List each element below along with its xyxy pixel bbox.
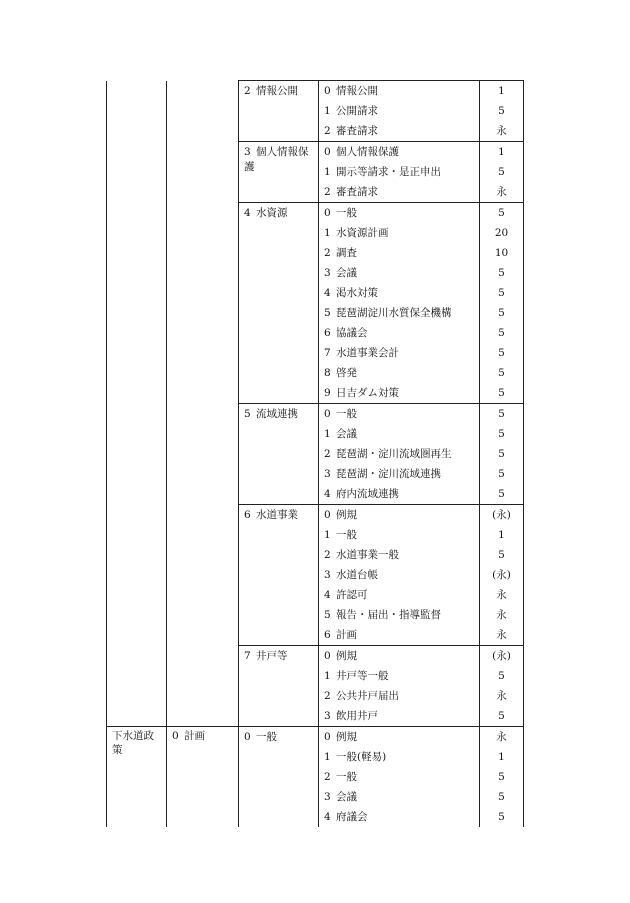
item-code: 1 bbox=[324, 166, 331, 178]
retention-cell: 1 bbox=[480, 525, 524, 545]
retention-cell: 5 bbox=[480, 323, 524, 343]
item-cell bbox=[319, 203, 480, 224]
category-cell-text: 水道事業 bbox=[256, 509, 298, 521]
item-code: 0 bbox=[324, 509, 331, 521]
item-name: 一般 bbox=[336, 207, 357, 219]
item-code: 4 bbox=[324, 287, 331, 299]
item-name: 公共井戸届出 bbox=[336, 690, 399, 702]
item-name: 例規 bbox=[336, 650, 357, 662]
item-code: 8 bbox=[324, 367, 331, 379]
item-cell bbox=[319, 565, 480, 585]
item-code: 2 bbox=[324, 771, 331, 783]
category-cell-code: 4 bbox=[244, 207, 251, 219]
item-code: 1 bbox=[324, 428, 331, 440]
item-code: 1 bbox=[324, 751, 331, 763]
item-code: 3 bbox=[324, 468, 331, 480]
item-code: 0 bbox=[324, 146, 331, 158]
item-cell bbox=[319, 505, 480, 526]
item-name: 情報公開 bbox=[336, 85, 378, 97]
category-cell bbox=[239, 404, 319, 505]
category-cell-text: 個人情報保護 bbox=[244, 146, 309, 173]
item-cell bbox=[319, 605, 480, 625]
item-name: 一般 bbox=[336, 771, 357, 783]
category-cell bbox=[239, 81, 319, 142]
table-row bbox=[107, 727, 524, 748]
category-cell-code: 3 bbox=[244, 146, 251, 158]
item-cell bbox=[319, 686, 480, 706]
item-name: 協議会 bbox=[336, 327, 368, 339]
retention-cell: 5 bbox=[480, 101, 524, 121]
retention-cell: 永 bbox=[480, 727, 524, 748]
item-code: 4 bbox=[324, 488, 331, 500]
item-name: 啓発 bbox=[336, 367, 357, 379]
subsection-cell bbox=[167, 81, 239, 727]
table-row bbox=[107, 81, 524, 102]
item-name: 水道事業会計 bbox=[336, 347, 399, 359]
retention-cell: 5 bbox=[480, 464, 524, 484]
retention-cell: 永 bbox=[480, 121, 524, 142]
category-cell-text: 井戸等 bbox=[256, 650, 288, 662]
item-code: 2 bbox=[324, 690, 331, 702]
item-name: 府内流域連携 bbox=[336, 488, 399, 500]
item-name: 個人情報保護 bbox=[336, 146, 399, 158]
item-cell bbox=[319, 142, 480, 163]
category-cell bbox=[239, 142, 319, 203]
item-name: 渇水対策 bbox=[336, 287, 378, 299]
item-name: 琵琶湖・淀川流域連携 bbox=[336, 468, 441, 480]
retention-cell: 5 bbox=[480, 787, 524, 807]
item-cell bbox=[319, 464, 480, 484]
item-name: 琵琶湖・淀川流域圏再生 bbox=[336, 448, 452, 460]
item-code: 4 bbox=[324, 589, 331, 601]
item-name: 審査請求 bbox=[336, 125, 378, 137]
item-cell bbox=[319, 484, 480, 505]
item-code: 7 bbox=[324, 347, 331, 359]
item-cell bbox=[319, 81, 480, 102]
retention-cell: 5 bbox=[480, 545, 524, 565]
item-code: 3 bbox=[324, 569, 331, 581]
item-name: 例規 bbox=[336, 731, 357, 743]
item-cell bbox=[319, 646, 480, 667]
item-cell bbox=[319, 101, 480, 121]
item-name: 井戸等一般 bbox=[336, 670, 389, 682]
item-cell bbox=[319, 303, 480, 323]
item-name: 会議 bbox=[336, 428, 357, 440]
item-name: 一般 bbox=[336, 529, 357, 541]
retention-cell: 5 bbox=[480, 263, 524, 283]
retention-cell: 5 bbox=[480, 484, 524, 505]
retention-schedule-table bbox=[106, 80, 524, 827]
category-cell bbox=[239, 505, 319, 646]
category-cell-code: 5 bbox=[244, 408, 251, 420]
retention-cell: 5 bbox=[480, 162, 524, 182]
item-code: 5 bbox=[324, 609, 331, 621]
category-cell-text: 一般 bbox=[256, 731, 277, 743]
item-name: 許認可 bbox=[336, 589, 368, 601]
item-cell bbox=[319, 807, 480, 827]
retention-cell: 5 bbox=[480, 424, 524, 444]
retention-cell: 永 bbox=[480, 182, 524, 203]
item-name: 会議 bbox=[336, 791, 357, 803]
item-cell bbox=[319, 424, 480, 444]
item-name: 例規 bbox=[336, 509, 357, 521]
retention-cell: 永 bbox=[480, 625, 524, 646]
retention-cell: 5 bbox=[480, 343, 524, 363]
retention-cell: 5 bbox=[480, 666, 524, 686]
item-cell bbox=[319, 121, 480, 142]
item-cell bbox=[319, 706, 480, 727]
retention-cell: (永) bbox=[480, 565, 524, 585]
item-name: 飲用井戸 bbox=[336, 710, 378, 722]
category-cell bbox=[239, 646, 319, 727]
item-code: 1 bbox=[324, 529, 331, 541]
item-name: 会議 bbox=[336, 267, 357, 279]
item-code: 1 bbox=[324, 227, 331, 239]
section-cell bbox=[107, 81, 167, 727]
item-code: 0 bbox=[324, 731, 331, 743]
item-name: 開示等請求・是正申出 bbox=[336, 166, 441, 178]
category-cell bbox=[239, 727, 319, 828]
item-code: 2 bbox=[324, 125, 331, 137]
item-name: 一般 bbox=[336, 408, 357, 420]
subsection-cell-code: 0 bbox=[172, 730, 179, 742]
item-cell bbox=[319, 666, 480, 686]
category-cell-code: 0 bbox=[244, 731, 251, 743]
category-cell-text: 情報公開 bbox=[256, 85, 298, 97]
item-name: 水道事業一般 bbox=[336, 549, 399, 561]
retention-cell: 5 bbox=[480, 706, 524, 727]
category-cell-code: 2 bbox=[244, 85, 251, 97]
item-code: 0 bbox=[324, 85, 331, 97]
retention-cell: 5 bbox=[480, 283, 524, 303]
item-name: 水資源計画 bbox=[336, 227, 389, 239]
item-cell bbox=[319, 727, 480, 748]
retention-cell: 5 bbox=[480, 203, 524, 224]
item-name: 一般(軽易) bbox=[336, 751, 387, 763]
item-cell bbox=[319, 404, 480, 425]
item-name: 計画 bbox=[336, 629, 357, 641]
item-code: 6 bbox=[324, 629, 331, 641]
category-cell-code: 6 bbox=[244, 509, 251, 521]
category-cell-text: 水資源 bbox=[256, 207, 288, 219]
item-name: 公開請求 bbox=[336, 105, 378, 117]
retention-cell: 永 bbox=[480, 686, 524, 706]
retention-cell: 1 bbox=[480, 142, 524, 163]
retention-cell: 永 bbox=[480, 605, 524, 625]
item-cell bbox=[319, 363, 480, 383]
item-name: 日吉ダム対策 bbox=[336, 387, 399, 399]
retention-cell: 5 bbox=[480, 444, 524, 464]
item-cell bbox=[319, 343, 480, 363]
retention-cell: (永) bbox=[480, 505, 524, 526]
item-cell bbox=[319, 383, 480, 404]
item-cell bbox=[319, 162, 480, 182]
item-cell bbox=[319, 182, 480, 203]
retention-cell: 5 bbox=[480, 767, 524, 787]
item-code: 2 bbox=[324, 186, 331, 198]
item-code: 0 bbox=[324, 650, 331, 662]
retention-cell: 10 bbox=[480, 243, 524, 263]
item-name: 琵琶湖淀川水質保全機構 bbox=[336, 307, 452, 319]
item-code: 0 bbox=[324, 408, 331, 420]
retention-cell: (永) bbox=[480, 646, 524, 667]
retention-cell: 5 bbox=[480, 303, 524, 323]
item-name: 水道台帳 bbox=[336, 569, 378, 581]
retention-cell: 永 bbox=[480, 585, 524, 605]
item-cell bbox=[319, 283, 480, 303]
retention-cell: 1 bbox=[480, 81, 524, 102]
retention-cell: 5 bbox=[480, 404, 524, 425]
retention-cell: 5 bbox=[480, 363, 524, 383]
item-code: 2 bbox=[324, 448, 331, 460]
item-code: 0 bbox=[324, 207, 331, 219]
item-code: 5 bbox=[324, 307, 331, 319]
retention-cell: 5 bbox=[480, 383, 524, 404]
item-cell bbox=[319, 223, 480, 243]
item-code: 2 bbox=[324, 549, 331, 561]
item-cell bbox=[319, 585, 480, 605]
item-cell bbox=[319, 787, 480, 807]
item-cell bbox=[319, 263, 480, 283]
retention-cell: 20 bbox=[480, 223, 524, 243]
item-code: 1 bbox=[324, 670, 331, 682]
item-cell bbox=[319, 444, 480, 464]
item-code: 2 bbox=[324, 247, 331, 259]
item-cell bbox=[319, 625, 480, 646]
category-cell bbox=[239, 203, 319, 404]
item-cell bbox=[319, 525, 480, 545]
retention-cell: 5 bbox=[480, 807, 524, 827]
item-cell bbox=[319, 767, 480, 787]
item-name: 府議会 bbox=[336, 811, 368, 823]
item-name: 調査 bbox=[336, 247, 357, 259]
item-code: 4 bbox=[324, 811, 331, 823]
item-cell bbox=[319, 243, 480, 263]
item-code: 6 bbox=[324, 327, 331, 339]
item-name: 審査請求 bbox=[336, 186, 378, 198]
subsection-cell bbox=[167, 727, 239, 828]
item-cell bbox=[319, 747, 480, 767]
section-cell: 下水道政策 bbox=[107, 727, 167, 828]
item-name: 報告・届出・指導監督 bbox=[336, 609, 441, 621]
category-cell-code: 7 bbox=[244, 650, 251, 662]
retention-cell: 1 bbox=[480, 747, 524, 767]
item-code: 3 bbox=[324, 267, 331, 279]
item-code: 3 bbox=[324, 791, 331, 803]
item-code: 3 bbox=[324, 710, 331, 722]
item-code: 9 bbox=[324, 387, 331, 399]
item-cell bbox=[319, 323, 480, 343]
item-code: 1 bbox=[324, 105, 331, 117]
item-cell bbox=[319, 545, 480, 565]
category-cell-text: 流域連携 bbox=[256, 408, 298, 420]
subsection-cell-text: 計画 bbox=[184, 730, 205, 742]
